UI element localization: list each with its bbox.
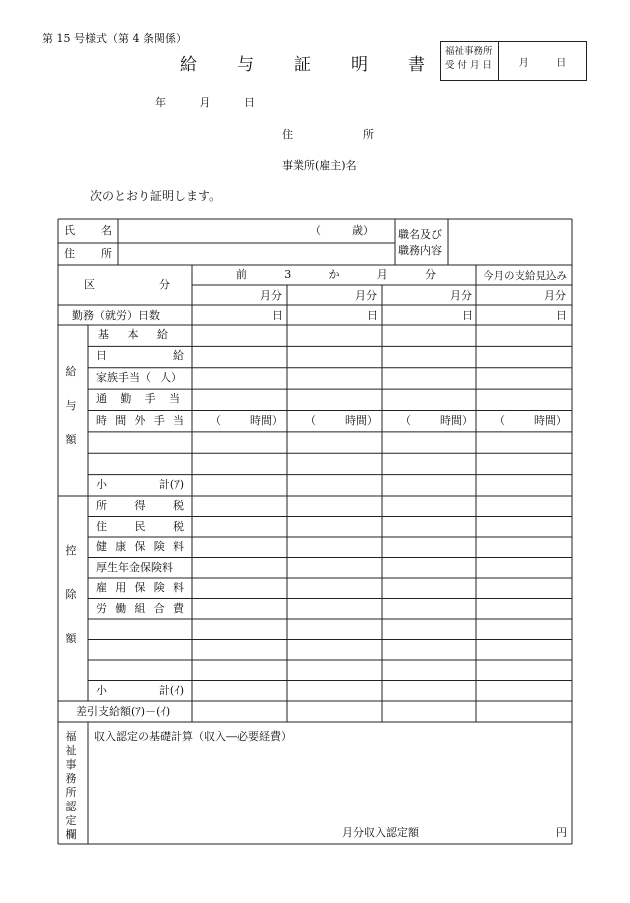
document-title: 給 与 証 明 書 (180, 55, 425, 75)
deduction-item-1: 所 得 税 (96, 499, 184, 512)
deduction-item-10: 小 計(ｲ) (96, 683, 184, 697)
address-label: 住 所 (64, 247, 112, 260)
salary-item-1: 基 本 給 (98, 328, 168, 341)
salary-item-4: 通 勤 手 当 (96, 392, 180, 406)
name-label: 氏 名 (64, 224, 112, 237)
work-days-unit-1[interactable]: 日 (272, 309, 283, 322)
age-close: 歳） (352, 224, 374, 237)
income-calculation-label: 収入認定の基礎計算（収入―必要経費） (94, 730, 292, 743)
overtime-hours-unit-3[interactable]: 時間） (440, 413, 473, 427)
work-days-label: 勤務（就労）日数 (72, 309, 160, 322)
month-unit-1[interactable]: 月分 (260, 289, 282, 302)
job-title-label-2: 職務内容 (398, 244, 442, 257)
salary-item-3: 家族手当（ 人） (96, 370, 182, 384)
previous-three-months-header: 前 3 か 月 分 (236, 268, 436, 281)
salary-item-8: 小 計(ｱ) (96, 477, 184, 491)
deduction-item-5: 雇 用 保 険 料 (96, 581, 184, 594)
deduction-item-4: 厚生年金保険料 (96, 560, 173, 574)
deduction-item-6: 労 働 組 合 費 (96, 601, 184, 615)
work-days-unit-2[interactable]: 日 (367, 309, 378, 322)
deduction-group-label: 控 除 額 (65, 544, 77, 645)
overtime-hours-unit-1[interactable]: 時間） (250, 413, 283, 427)
month-unit-2[interactable]: 月分 (355, 289, 377, 302)
deduction-item-2: 住 民 税 (96, 519, 184, 533)
category-header: 区 分 (84, 278, 170, 291)
net-pay-label: 差引支給額(ｱ)－(ｲ) (76, 705, 171, 718)
overtime-hours-open-3[interactable]: （ (400, 413, 411, 427)
work-days-unit-3[interactable]: 日 (462, 309, 473, 322)
reception-date-field[interactable]: 月 日 (518, 57, 567, 69)
issue-date[interactable]: 年 月 日 (155, 96, 255, 109)
certification-statement: 次のとおり証明します。 (90, 189, 222, 203)
salary-item-5: 時 間 外 手 当 (96, 413, 184, 427)
reception-stamp-label: 福祉事務所 受 付 月 日 (441, 42, 499, 80)
welfare-office-section-label: 福 祉 事 務 所 認 定 欄 (65, 730, 77, 841)
month-unit-3[interactable]: 月分 (450, 289, 472, 302)
salary-group-label: 給 与 額 (65, 365, 77, 446)
job-title-label-1: 職名及び (398, 228, 442, 241)
overtime-hours-unit-4[interactable]: 時間） (534, 413, 567, 427)
overtime-hours-open-4[interactable]: （ (494, 413, 505, 427)
overtime-hours-open-2[interactable]: （ (305, 413, 316, 427)
yen-unit: 円 (556, 826, 567, 839)
work-days-unit-4[interactable]: 日 (556, 309, 567, 322)
employer-name-label: 事業所(雇主)名 (282, 159, 357, 172)
current-month-forecast-header: 今月の支給見込み (483, 270, 567, 282)
deduction-item-3: 健 康 保 険 料 (96, 540, 184, 553)
month-unit-4[interactable]: 月分 (544, 289, 566, 302)
overtime-hours-open-1[interactable]: （ (210, 413, 221, 427)
overtime-hours-unit-2[interactable]: 時間） (345, 413, 378, 427)
monthly-income-label: 月分収入認定額 (342, 826, 419, 839)
form-number: 第 15 号様式（第 4 条関係） (42, 32, 187, 45)
salary-item-2: 日 給 (96, 349, 184, 363)
age-open: （ (310, 224, 321, 237)
employer-address-label: 住 所 (282, 128, 374, 141)
